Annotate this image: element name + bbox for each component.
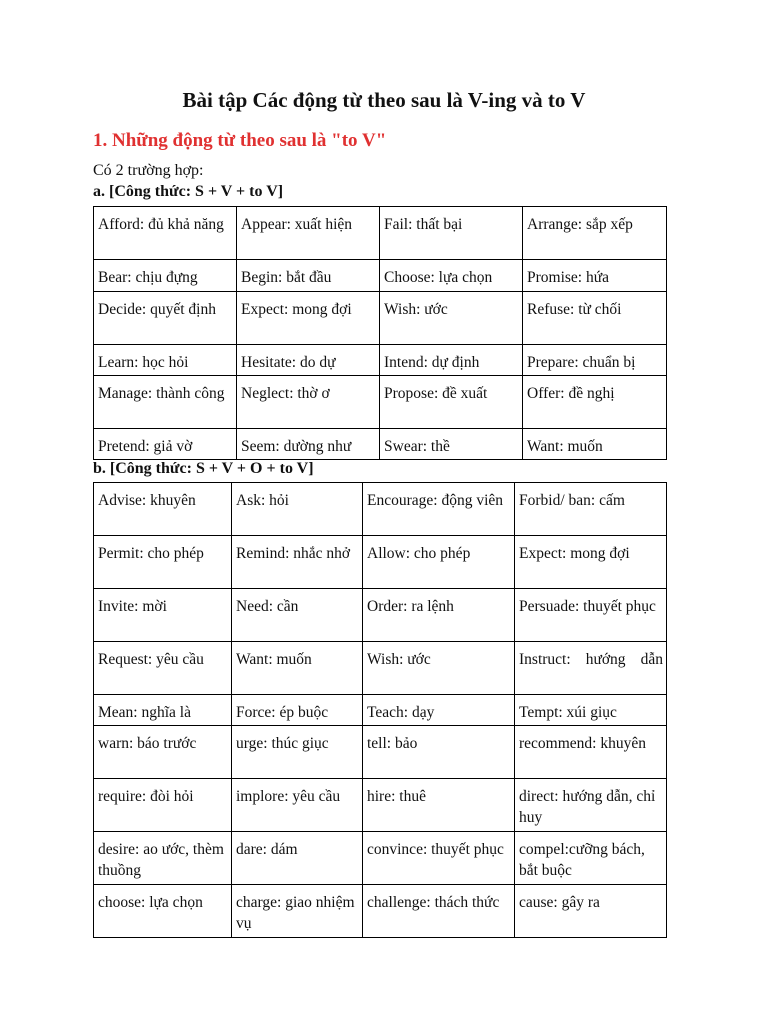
- table-row: [94, 260, 667, 292]
- table-cell: Need: cần: [232, 589, 363, 642]
- table-cell: Begin: bắt đầu: [237, 260, 380, 292]
- table-cell: Arrange: sắp xếp: [523, 207, 667, 260]
- table-cell: Manage: thành công: [94, 376, 237, 429]
- table-cell: Neglect: thờ ơ: [237, 376, 380, 429]
- table-cell: Permit: cho phép: [94, 536, 232, 589]
- table-cell: Teach: dạy: [363, 695, 515, 726]
- table-cell: Persuade: thuyết phục: [515, 589, 667, 642]
- table-cell: Hesitate: do dự: [237, 345, 380, 376]
- table-cell: Refuse: từ chối: [523, 292, 667, 345]
- table-cell: Prepare: chuẩn bị: [523, 345, 667, 376]
- table-row: [94, 885, 667, 938]
- table-cell: Propose: đề xuất: [380, 376, 523, 429]
- table-cell: Intend: dự định: [380, 345, 523, 376]
- table-cell: Order: ra lệnh: [363, 589, 515, 642]
- table-cell: implore: yêu cầu: [232, 779, 363, 832]
- table-cell: Remind: nhắc nhở: [232, 536, 363, 589]
- table-cell: Fail: thất bại: [380, 207, 523, 260]
- table-cell: Allow: cho phép: [363, 536, 515, 589]
- table-cell: hire: thuê: [363, 779, 515, 832]
- table-cell: Invite: mời: [94, 589, 232, 642]
- table-row: [94, 376, 667, 429]
- table-cell: Encourage: động viên: [363, 483, 515, 536]
- table-cell: dare: dám: [232, 832, 363, 885]
- table-cell: warn: báo trước: [94, 726, 232, 779]
- formula-a-label: a. [Công thức: S + V + to V]: [93, 183, 284, 200]
- table-cell: Expect: mong đợi: [237, 292, 380, 345]
- table-row: [94, 642, 667, 695]
- table-cell: Instruct: hướng dẫn: [515, 642, 667, 695]
- table-cell: Wish: ước: [380, 292, 523, 345]
- table-row: [94, 779, 667, 832]
- table-cell: Want: muốn: [232, 642, 363, 695]
- table-cell: Want: muốn: [523, 429, 667, 460]
- table-row: [94, 429, 667, 460]
- table-cell: Promise: hứa: [523, 260, 667, 292]
- section-heading: 1. Những động từ theo sau là "to V": [93, 130, 387, 151]
- table-row: [94, 695, 667, 726]
- page-title: Bài tập Các động từ theo sau là V-ing và to V: [182, 88, 586, 112]
- verb-table-b: [93, 482, 667, 938]
- table-cell: recommend: khuyên: [515, 726, 667, 779]
- table-row: [94, 726, 667, 779]
- table-cell: direct: hướng dẫn, chỉ huy: [515, 779, 667, 832]
- table-cell: Ask: hỏi: [232, 483, 363, 536]
- formula-b-label: b. [Công thức: S + V + O + to V]: [93, 460, 314, 477]
- table-cell: convince: thuyết phục: [363, 832, 515, 885]
- table-row: [94, 207, 667, 260]
- table-cell: Forbid/ ban: cấm: [515, 483, 667, 536]
- table-cell: Mean: nghĩa là: [94, 695, 232, 726]
- table-cell: challenge: thách thức: [363, 885, 515, 938]
- table-cell: Expect: mong đợi: [515, 536, 667, 589]
- table-cell: Pretend: giả vờ: [94, 429, 237, 460]
- table-cell: Swear: thề: [380, 429, 523, 460]
- table-cell: Learn: học hỏi: [94, 345, 237, 376]
- table-cell: Offer: đề nghị: [523, 376, 667, 429]
- table-cell: cause: gây ra: [515, 885, 667, 938]
- table-cell: tell: bảo: [363, 726, 515, 779]
- verb-table-a: [93, 206, 667, 460]
- table-cell: require: đòi hỏi: [94, 779, 232, 832]
- table-cell: Request: yêu cầu: [94, 642, 232, 695]
- table-row: [94, 292, 667, 345]
- table-cell: Choose: lựa chọn: [380, 260, 523, 292]
- table-row: [94, 345, 667, 376]
- intro-text: Có 2 trường hợp:: [93, 162, 204, 179]
- table-cell: choose: lựa chọn: [94, 885, 232, 938]
- table-cell: compel:cưỡng bách, bắt buộc: [515, 832, 667, 885]
- table-cell: Appear: xuất hiện: [237, 207, 380, 260]
- table-cell: Wish: ước: [363, 642, 515, 695]
- table-cell: Tempt: xúi giục: [515, 695, 667, 726]
- table-cell: urge: thúc giục: [232, 726, 363, 779]
- table-cell: Advise: khuyên: [94, 483, 232, 536]
- table-cell: Seem: dường như: [237, 429, 380, 460]
- table-row: [94, 589, 667, 642]
- table-row: [94, 832, 667, 885]
- table-cell: Decide: quyết định: [94, 292, 237, 345]
- table-row: [94, 483, 667, 536]
- table-cell: Bear: chịu đựng: [94, 260, 237, 292]
- table-cell: desire: ao ước, thèm thuồng: [94, 832, 232, 885]
- table-cell: Force: ép buộc: [232, 695, 363, 726]
- table-row: [94, 536, 667, 589]
- table-cell: Afford: đủ khả năng: [94, 207, 237, 260]
- table-cell: charge: giao nhiệm vụ: [232, 885, 363, 938]
